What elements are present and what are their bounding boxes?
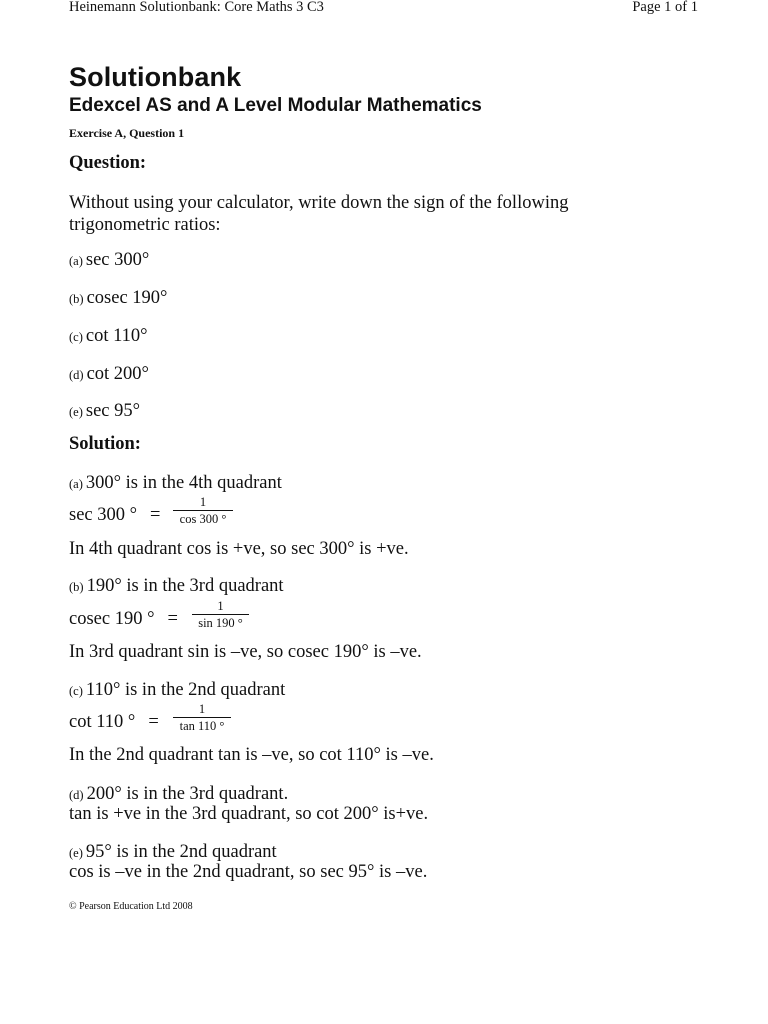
question-text: Without using your calculator, write down the sign of the following trigonometric ratios: [69,193,569,235]
part-text: 200° is in the 3rd quadrant. [86,784,289,804]
fraction-bar [192,614,249,615]
document-subtitle: Edexcel AS and A Level Modular Mathematics [69,95,482,116]
solution-heading: Solution: [69,434,141,454]
equals-sign: = [150,505,161,525]
part-label: (e) [69,846,83,860]
solution-part-c-intro [69,680,285,701]
solution-part-d-conclusion: tan is +ve in the 3rd quadrant, so cot 200° is+ve. [69,804,429,824]
fraction-bar [173,510,233,511]
question-part-d [69,364,149,385]
solution-part-d-intro [69,784,288,805]
question-part-c [69,326,148,347]
equation-lhs: cosec 190 ° [69,609,155,629]
solution-part-c-conclusion: In the 2nd quadrant tan is –ve, so cot 110° is –ve. [69,745,434,765]
part-text: cot 200° [86,364,149,384]
fraction-denominator: sin 190 ° [198,616,243,630]
part-label: (d) [69,788,84,802]
solution-part-b-intro [69,576,284,597]
question-heading: Question: [69,153,147,173]
part-text: sec 300° [85,250,150,270]
fraction-denominator: cos 300 ° [179,512,227,526]
fraction-numerator: 1 [199,495,207,509]
solution-part-b-conclusion: In 3rd quadrant sin is –ve, so cosec 190° is –ve. [69,642,422,662]
part-label: (e) [69,405,83,419]
solution-part-e-conclusion: cos is –ve in the 2nd quadrant, so sec 95° is –ve. [69,862,428,882]
fraction [192,599,249,630]
part-text: 95° is in the 2nd quadrant [85,842,277,862]
part-label: (c) [69,684,83,698]
equation-lhs: sec 300 ° [69,505,138,525]
part-label: (b) [69,292,84,306]
page-number: Page 1 of 1 [632,0,698,15]
part-text: cosec 190° [86,288,168,308]
part-text: 300° is in the 4th quadrant [85,473,282,493]
fraction [173,702,231,733]
solution-part-e-intro [69,842,277,863]
fraction-denominator: tan 110 ° [179,719,225,733]
copyright-footer: © Pearson Education Ltd 2008 [69,901,193,912]
equation-lhs: cot 110 ° [69,712,136,732]
question-part-e [69,401,140,422]
question-part-a [69,250,149,271]
exercise-label: Exercise A, Question 1 [69,126,185,140]
part-label: (a) [69,254,83,268]
part-label: (d) [69,368,84,382]
part-label: (a) [69,477,83,491]
fraction [173,495,233,526]
part-label: (c) [69,330,83,344]
question-part-b [69,288,167,309]
equals-sign: = [148,712,159,732]
fraction-numerator: 1 [217,599,224,613]
part-label: (b) [69,580,84,594]
part-text: cot 110° [85,326,148,346]
fraction-bar [173,717,231,718]
page-header-title: Heinemann Solutionbank: Core Maths 3 C3 [69,0,324,15]
solution-part-b-equation [69,609,192,630]
part-text: sec 95° [85,401,141,421]
fraction-numerator: 1 [198,702,206,716]
equals-sign: = [167,609,178,629]
solution-part-a-intro [69,473,282,494]
document-title: Solutionbank [69,62,242,92]
solution-part-a-equation [69,505,174,526]
solution-part-a-conclusion: In 4th quadrant cos is +ve, so sec 300° is +ve. [69,539,409,559]
solution-part-c-equation [69,712,173,733]
part-text: 110° is in the 2nd quadrant [85,680,286,700]
part-text: 190° is in the 3rd quadrant [86,576,284,596]
